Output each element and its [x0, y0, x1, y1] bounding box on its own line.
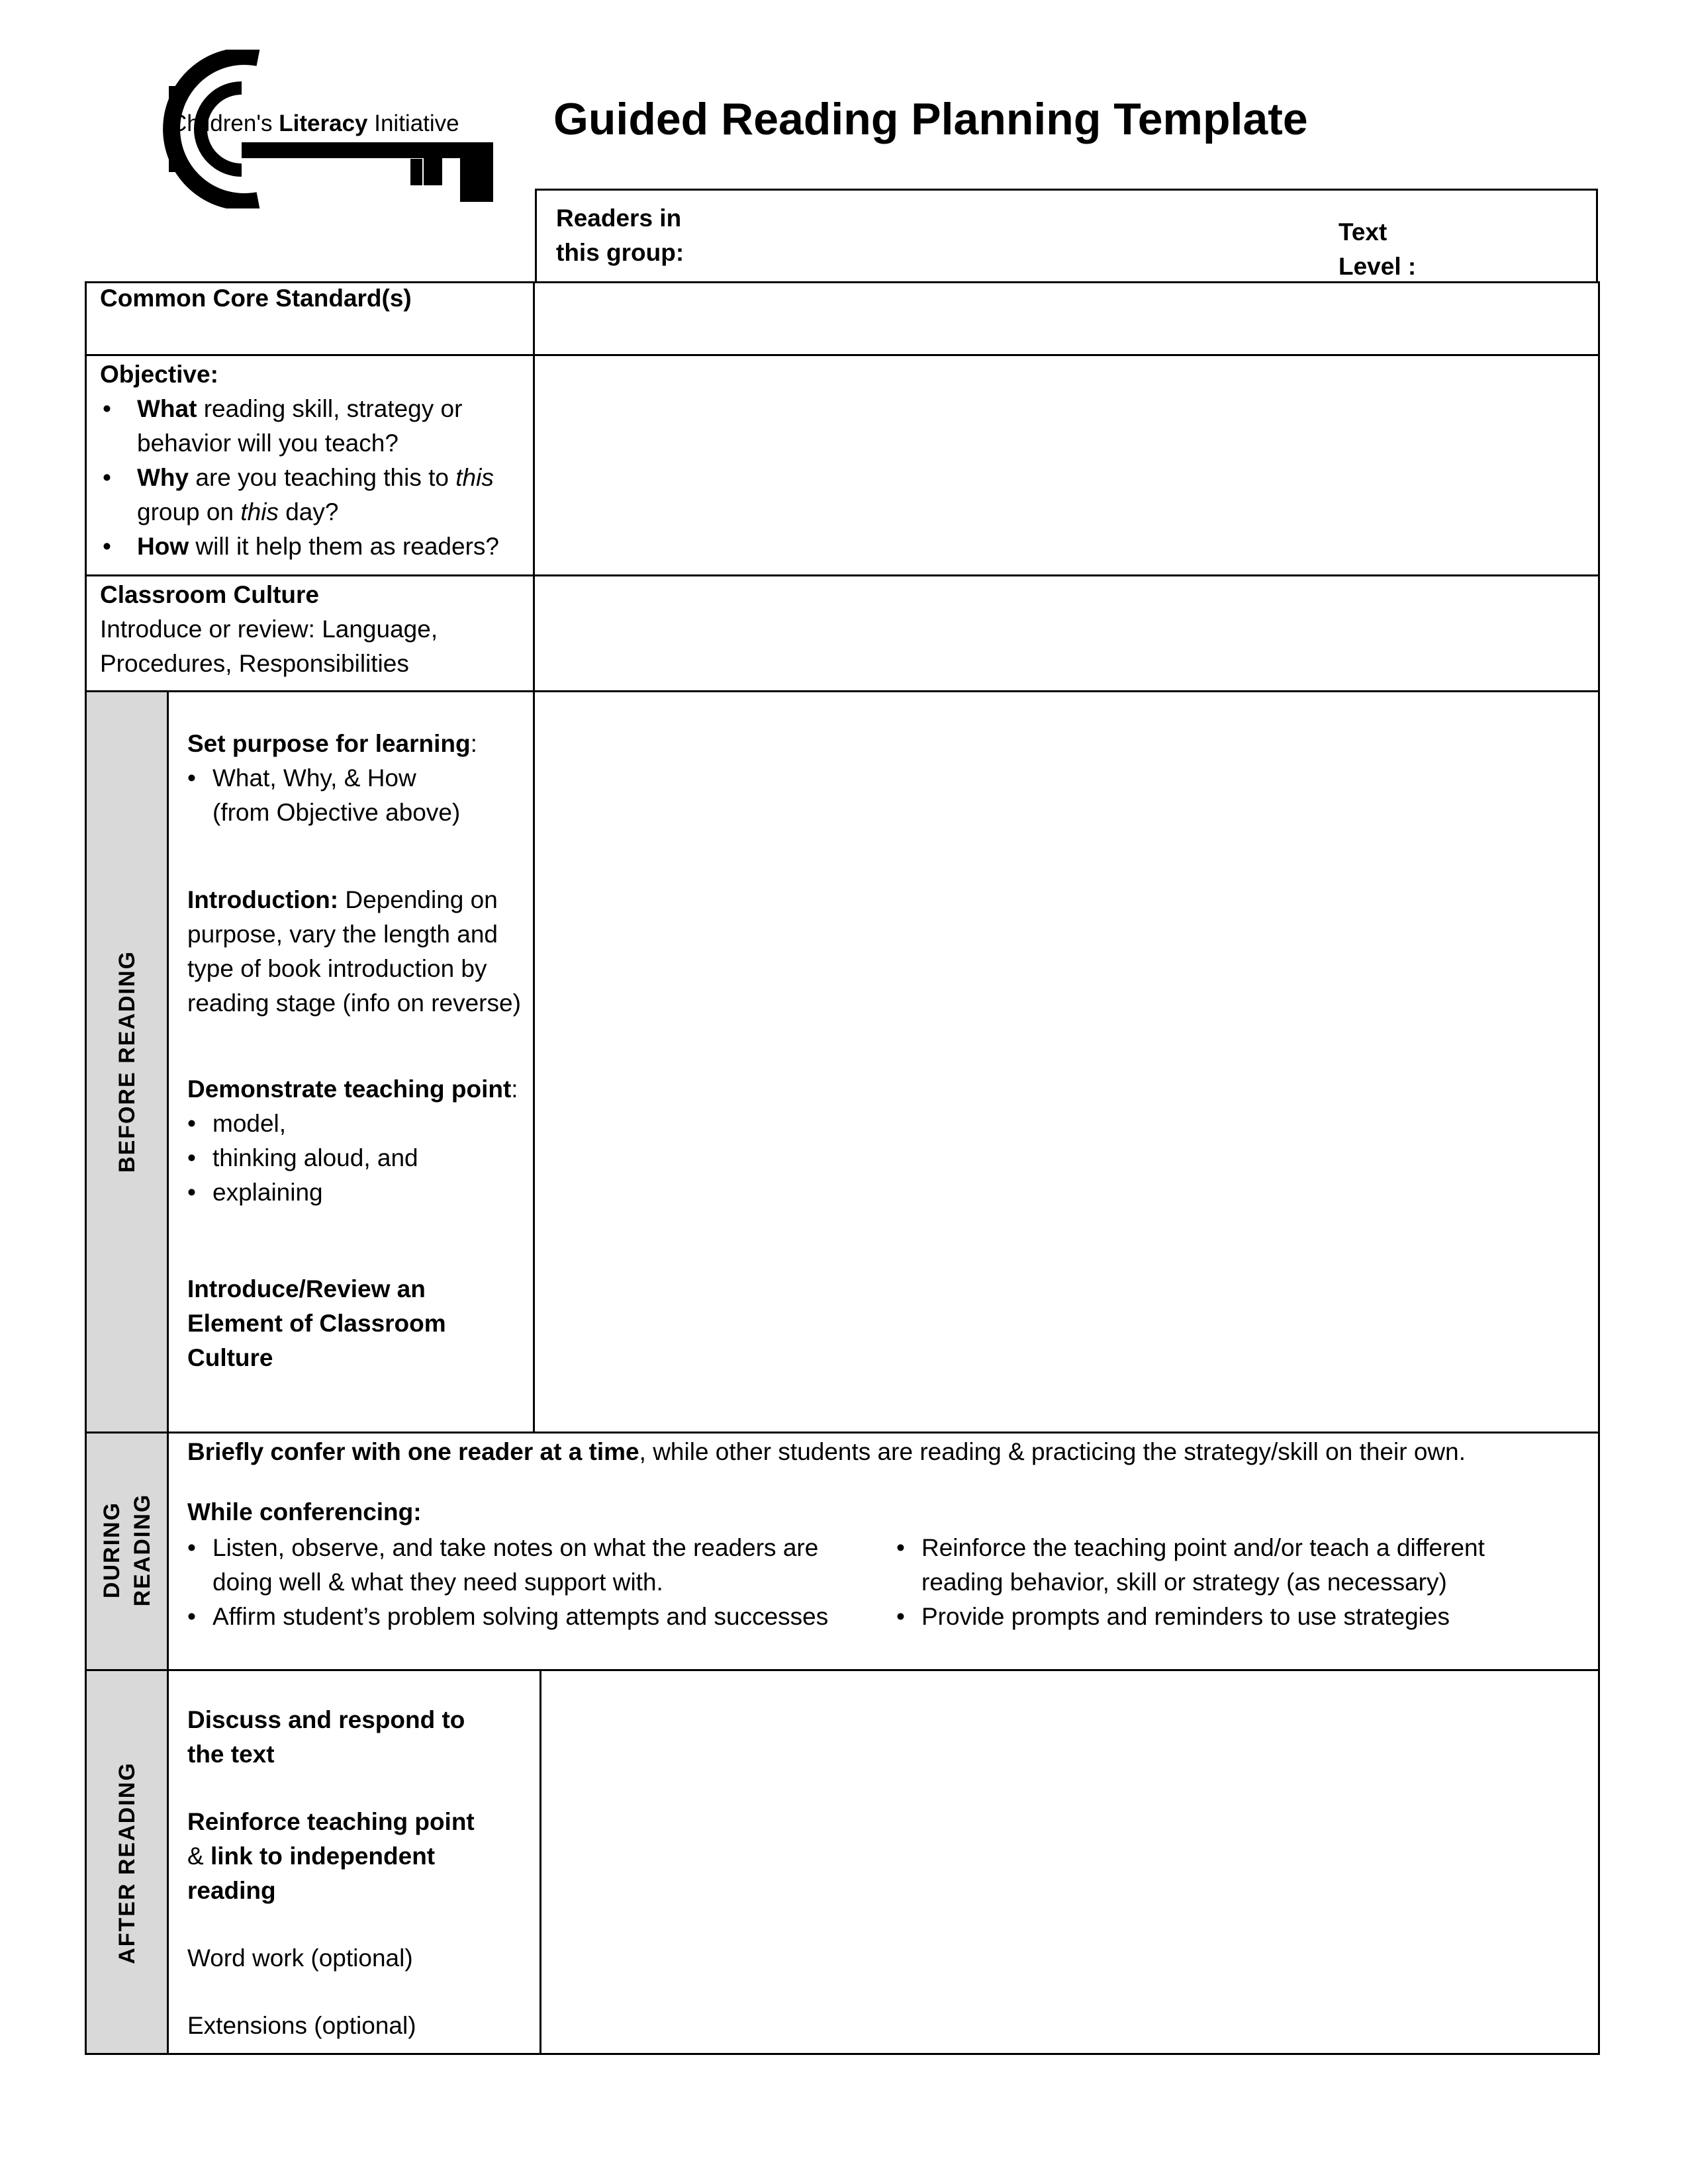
table-bottom [85, 2053, 1600, 2055]
purpose-block: Set purpose for learning: • What, Why, & How (from Objective above) [187, 727, 532, 830]
demo-item: • model, [187, 1107, 532, 1141]
culture-cell [100, 578, 530, 681]
during-reading-label: DURING READING [99, 1493, 155, 1607]
standards-label: Common Core Standard(s) [100, 285, 412, 312]
page-title: Guided Reading Planning Template [553, 94, 1308, 144]
culture-text: Introduce or review: Language, [100, 615, 438, 643]
objective-bullet-why: • Why are you teaching this to this group on this day? [100, 461, 530, 529]
row-divider [85, 690, 1600, 692]
word-work-label: Word work (optional) [187, 1944, 413, 1972]
logo-text: Children's Literacy Initiative [170, 111, 459, 136]
during-bullet: • Affirm student’s problem solving attempts and successes [187, 1600, 889, 1634]
demo-item: • explaining [187, 1175, 532, 1210]
standards-input[interactable] [538, 285, 1595, 352]
logo [142, 50, 503, 208]
extensions-label: Extensions (optional) [187, 2012, 416, 2039]
culture-input[interactable] [538, 578, 1595, 688]
after-left-cell: Discuss and respond to the text Reinforce teaching point & link to independent reading Word work (optional) Extensions (optional) [187, 1703, 535, 2043]
after-reading-label: AFTER READING [115, 1762, 140, 1964]
readers-input[interactable] [715, 199, 1311, 271]
col-divider [533, 281, 535, 1433]
row-divider [85, 1432, 1600, 1433]
culture-label: Classroom Culture [100, 581, 320, 608]
row-divider [85, 574, 1600, 576]
text-level-label: Text Level : [1338, 218, 1417, 280]
before-reading-label: BEFORE READING [115, 950, 140, 1173]
objective-label: Objective: [100, 361, 218, 388]
table-border-right [1598, 281, 1600, 2055]
readers-label: Readers in this group: [556, 205, 684, 266]
during-right-list [896, 1531, 1591, 1634]
row-divider [85, 354, 1600, 356]
while-conferencing-label: While conferencing: [187, 1498, 422, 1525]
side-col-divider [167, 690, 169, 2055]
during-left-list [187, 1531, 889, 1634]
during-bullet: • Reinforce the teaching point and/or teach a different reading behavior, skill or strategy (as necessary) [896, 1531, 1591, 1600]
demo-item: • thinking aloud, and [187, 1141, 532, 1175]
confer-text: Briefly confer with one reader at a time, while other students are reading & practicing the strategy/skill on their own. [187, 1438, 1466, 1465]
during-bullet: • Provide prompts and reminders to use strategies [896, 1600, 1591, 1634]
before-reading-input[interactable] [538, 694, 1595, 1430]
row-divider [85, 1669, 1600, 1671]
during-bullet: • Listen, observe, and take notes on what the readers are doing well & what they need support with. [187, 1531, 889, 1600]
objective-cell [100, 357, 530, 564]
text-level-input[interactable] [1430, 199, 1589, 271]
review-culture-block: Introduce/Review an Element of Classroom Culture [187, 1275, 446, 1371]
culture-text: Procedures, Responsibilities [100, 650, 409, 677]
after-reading-input[interactable] [544, 1673, 1595, 2050]
objective-input[interactable] [538, 357, 1595, 572]
objective-bullet-what: • What reading skill, strategy or behavior will you teach? [100, 392, 530, 461]
objective-bullet-how: • How will it help them as readers? [100, 529, 530, 564]
purpose-bullet: • What, Why, & How (from Objective above) [187, 761, 532, 830]
demonstrate-block: Demonstrate teaching point: • model, • thinking aloud, and • explaining [187, 1072, 532, 1210]
introduction-block: Introduction: Depending on purpose, vary the length and type of book introduction by reading stage (info on reverse) [187, 886, 521, 1017]
col-divider [539, 1669, 541, 2055]
